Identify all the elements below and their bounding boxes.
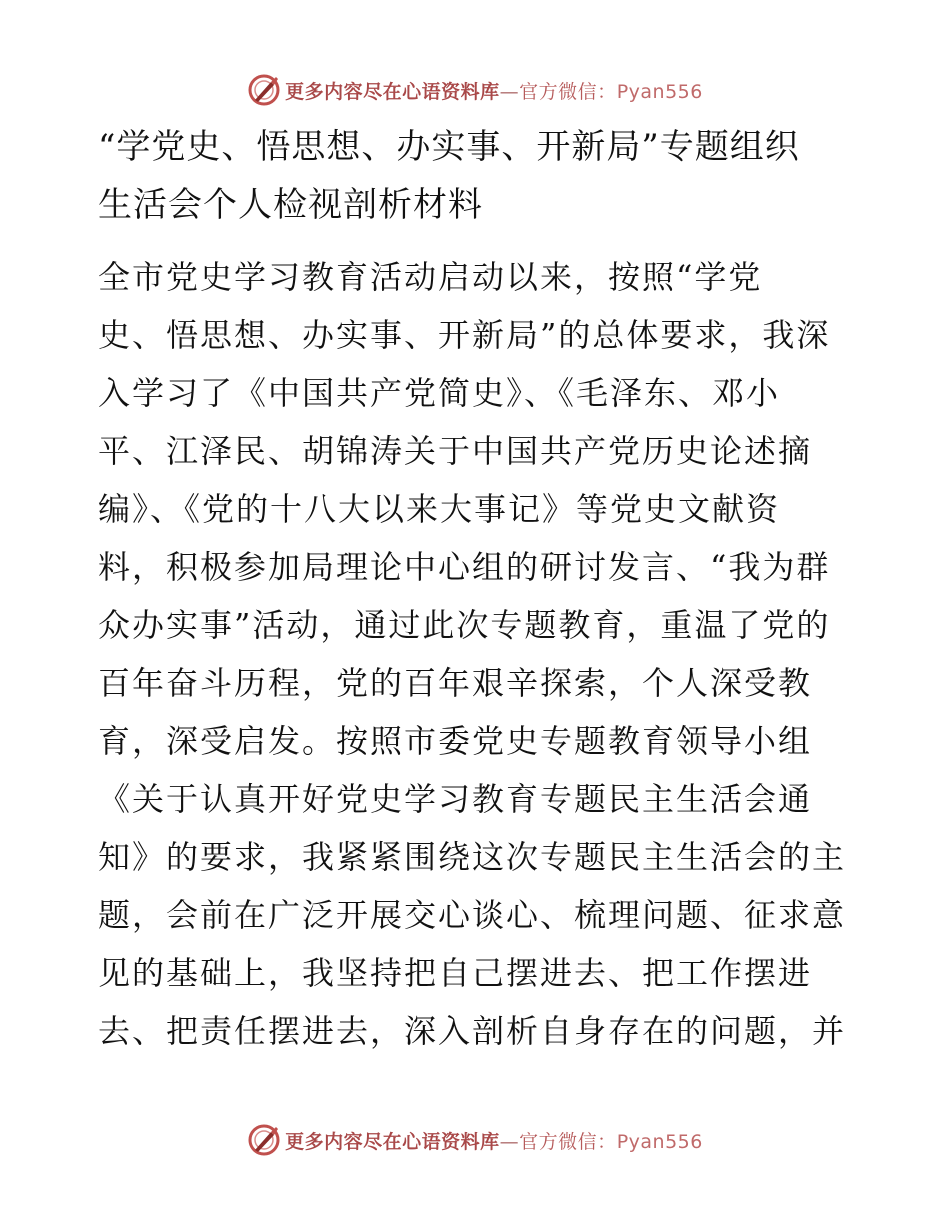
footer-banner-label: 官方微信： [519, 1130, 617, 1153]
title-line: “学党史、悟思想、办实事、开新局”专题组织 [98, 127, 800, 167]
body-line: 料，积极参加局理论中心组的研讨发言、“我为群 [98, 548, 831, 586]
body-line: 史、悟思想、办实事、开新局”的总体要求，我深 [98, 316, 831, 354]
body-line: 题，会前在广泛开展交心谈心、梳理问题、征求意 [98, 896, 847, 934]
body-line: 知》的要求，我紧紧围绕这次专题民主生活会的主 [98, 838, 847, 876]
header-banner-separator: — [499, 80, 520, 103]
footer-banner-wechat-id: Pyan556 [616, 1130, 703, 1153]
body-line: 育，深受启发。按照市委党史专题教育领导小组 [98, 722, 813, 760]
body-line: 平、江泽民、胡锦涛关于中国共产党历史论述摘 [98, 432, 813, 470]
document-title [98, 118, 858, 234]
body-line: 《关于认真开好党史学习教育专题民主生活会通 [98, 780, 813, 818]
header-banner-wechat-id: Pyan556 [616, 80, 703, 103]
body-line: 众办实事”活动，通过此次专题教育，重温了党的 [98, 606, 831, 644]
footer-banner-text [285, 1127, 703, 1154]
body-line: 见的基础上，我坚持把自己摆进去、把工作摆进 [98, 954, 813, 992]
pen-logo-icon [247, 1123, 281, 1157]
body-line: 全市党史学习教育活动启动以来，按照“学党 [98, 258, 763, 296]
body-line: 去、把责任摆进去，深入剖析自身存在的问题，并 [98, 1012, 847, 1050]
footer-banner-main: 更多内容尽在心语资料库 [285, 1130, 500, 1153]
pen-logo-icon [247, 73, 281, 107]
title-line: 生活会个人检视剖析材料 [98, 185, 483, 225]
body-line: 入学习了《中国共产党简史》、《毛泽东、邓小 [98, 374, 781, 412]
header-banner-label: 官方微信： [519, 80, 617, 103]
footer-banner-separator: — [499, 1130, 520, 1153]
header-banner-text [285, 77, 703, 104]
header-banner [0, 70, 950, 110]
body-line: 百年奋斗历程，党的百年艰辛探索，个人深受教 [98, 664, 813, 702]
body-line: 编》、《党的十八大以来大事记》等党史文献资 [98, 490, 781, 528]
document-body [98, 248, 858, 1060]
footer-banner [0, 1120, 950, 1160]
header-banner-main: 更多内容尽在心语资料库 [285, 80, 500, 103]
